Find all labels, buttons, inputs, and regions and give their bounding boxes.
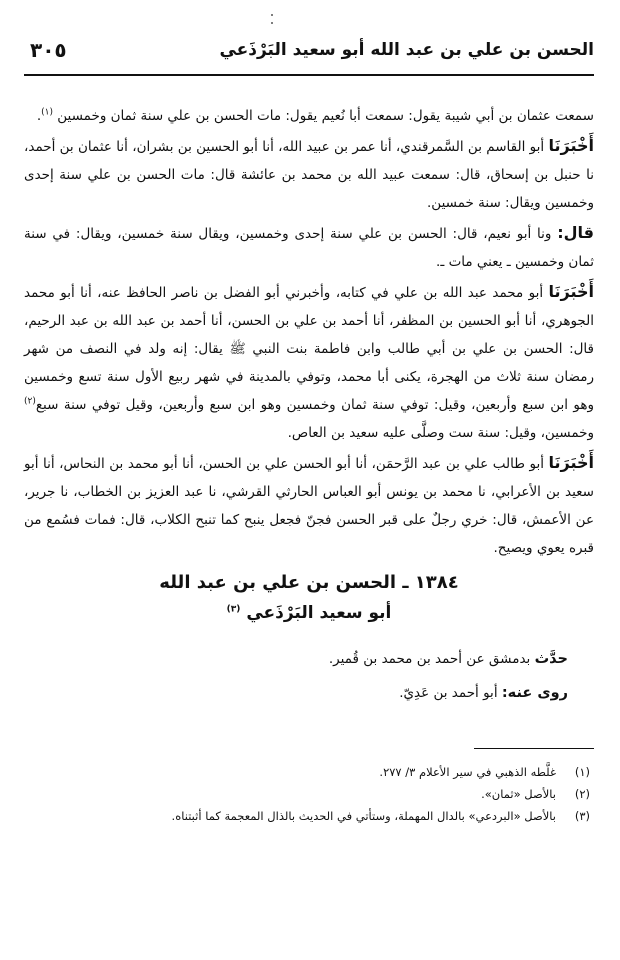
running-title: الحسن بن علي بن عبد الله أبو سعيد البَرْذَعي bbox=[219, 40, 594, 60]
page-number: ٣٠٥ bbox=[30, 38, 67, 62]
paragraph-1 bbox=[24, 102, 594, 130]
footnote-1 bbox=[24, 761, 594, 783]
footnote-number: (٢) bbox=[574, 787, 590, 801]
entry-heading: ١٣٨٤ ـ الحسن بن علي بن عبد الله bbox=[159, 572, 459, 593]
paragraph-5 bbox=[24, 449, 594, 562]
akhbarana-lead: أَخْبَرَنَا bbox=[548, 136, 595, 155]
footnote-rule bbox=[474, 748, 594, 749]
footnote-text: بالأصل «ثمان». bbox=[481, 787, 556, 801]
footnote-number: (١) bbox=[574, 765, 590, 779]
paragraph-4-text-b: وخمسين، وقيل: سنة ست وصلَّى عليه سعيد بن العاص. bbox=[287, 425, 594, 441]
haddath-text: بدمشق عن أحمد بن محمد بن قُمير. bbox=[328, 651, 531, 667]
paragraph-4-text-a: أبو محمد عبد الله بن علي في كتابه، وأخبرني أبو الفضل بن ناصر الحافظ عنه، أنا أبو محمد الجوهري، أنا أبو الحسين بن المظفر، أنا أحمد بن علي بن الحسن، أنا أحمد بن عبد الله بن عبد الرحيم، قال: الحسن بن علي بن أبي طالب وابن فاطمة بنت النبي ﷺ يقال: إنه ولد في النصف من شهر رمضان سنة ثلاث من الهجرة، يكنى أبا محمد، وتوفي بالمدينة في شهر ربيع الأول سنة تسع وخمسين وهو ابن سبع وأربعين، وقيل: توفي سنة ثمان وخمسين وهو ابن سبع وأربعين، وقيل توفي سنة سبع bbox=[24, 285, 594, 413]
footnote-3 bbox=[24, 805, 594, 827]
paragraph-4 bbox=[24, 278, 594, 447]
akhbarana-lead: أَخْبَرَنَا bbox=[548, 453, 594, 472]
rawa-text: أبو أحمد بن عَدِيّ. bbox=[399, 685, 498, 701]
paragraph-3 bbox=[24, 219, 594, 276]
footnote-ref-2: (٢) bbox=[24, 396, 36, 407]
period: . bbox=[36, 108, 42, 124]
entry-subheading-text: أبو سعيد البَرْذَعي bbox=[246, 603, 392, 623]
header-rule bbox=[24, 74, 594, 76]
footnote-text: بالأصل «البردعي» بالدال المهملة، وستأتي في الحديث بالذال المعجمة كما أثبتناه. bbox=[171, 809, 556, 823]
paragraph-2 bbox=[24, 132, 594, 217]
haddath-label: حدَّث bbox=[534, 651, 568, 667]
haddath-line bbox=[24, 642, 594, 676]
paragraph-2-text: أبو القاسم بن السَّمرقندي، أنا عمر بن عبيد الله، أنا أبو الحسين بن بشران، أنا عثمان بن أحمد، نا حنبل بن إسحاق، قال: سمعت عبيد الله بن محمد بن عائشة قال: مات الحسن بن علي سنة إحدى وخمسين ويقال: سنة خمسين. bbox=[24, 139, 594, 211]
book-page bbox=[24, 36, 594, 827]
rawa-label: روى عنه: bbox=[501, 685, 568, 701]
rawa-line bbox=[24, 676, 594, 710]
qala-lead: قال: bbox=[557, 223, 595, 242]
entry-subheading bbox=[24, 598, 594, 628]
footnote-2 bbox=[24, 783, 594, 805]
footnote-number: (٣) bbox=[574, 809, 590, 823]
paragraph-5-text: أبو طالب علي بن عبد الرَّحمَن، أنا أبو الحسن علي بن الحسن، أنا أبو محمد بن النحاس، أنا أبو سعيد بن الأعرابي، نا محمد بن يونس أبو العباس الحارثي القرشي، نا عبد العزيز بن الخطاب، نا جرير، عن الأعمش، قال: خري رجلٌ على قبر الحسن فجنّ فجعل ينبح كما تنبح الكلاب، قال: فمات فسُمع من قبره يعوي ويصيح. bbox=[24, 456, 594, 556]
footnotes bbox=[24, 761, 594, 827]
main-text bbox=[24, 102, 594, 827]
footnote-ref-1: (١) bbox=[41, 107, 53, 118]
footnote-ref-3: (٣) bbox=[226, 604, 241, 615]
paragraph-3-text: ونا أبو نعيم، قال: الحسن بن علي سنة إحدى وخمسين، ويقال سنة خمسين، ويقال: في سنة ثمان وخمسين ـ يعني مات ـ. bbox=[24, 226, 594, 270]
akhbarana-lead: أَخْبَرَنَا bbox=[548, 282, 594, 301]
paragraph-1-text: سمعت عثمان بن أبي شيبة يقول: سمعت أبا نُعيم يقول: مات الحسن بن علي سنة ثمان وخمسين bbox=[57, 108, 594, 124]
top-margin-marks bbox=[268, 14, 276, 38]
footnote-text: غلَّطه الذهبي في سير الأعلام ٣/ ٢٧٧. bbox=[379, 765, 556, 779]
running-header bbox=[24, 36, 594, 76]
